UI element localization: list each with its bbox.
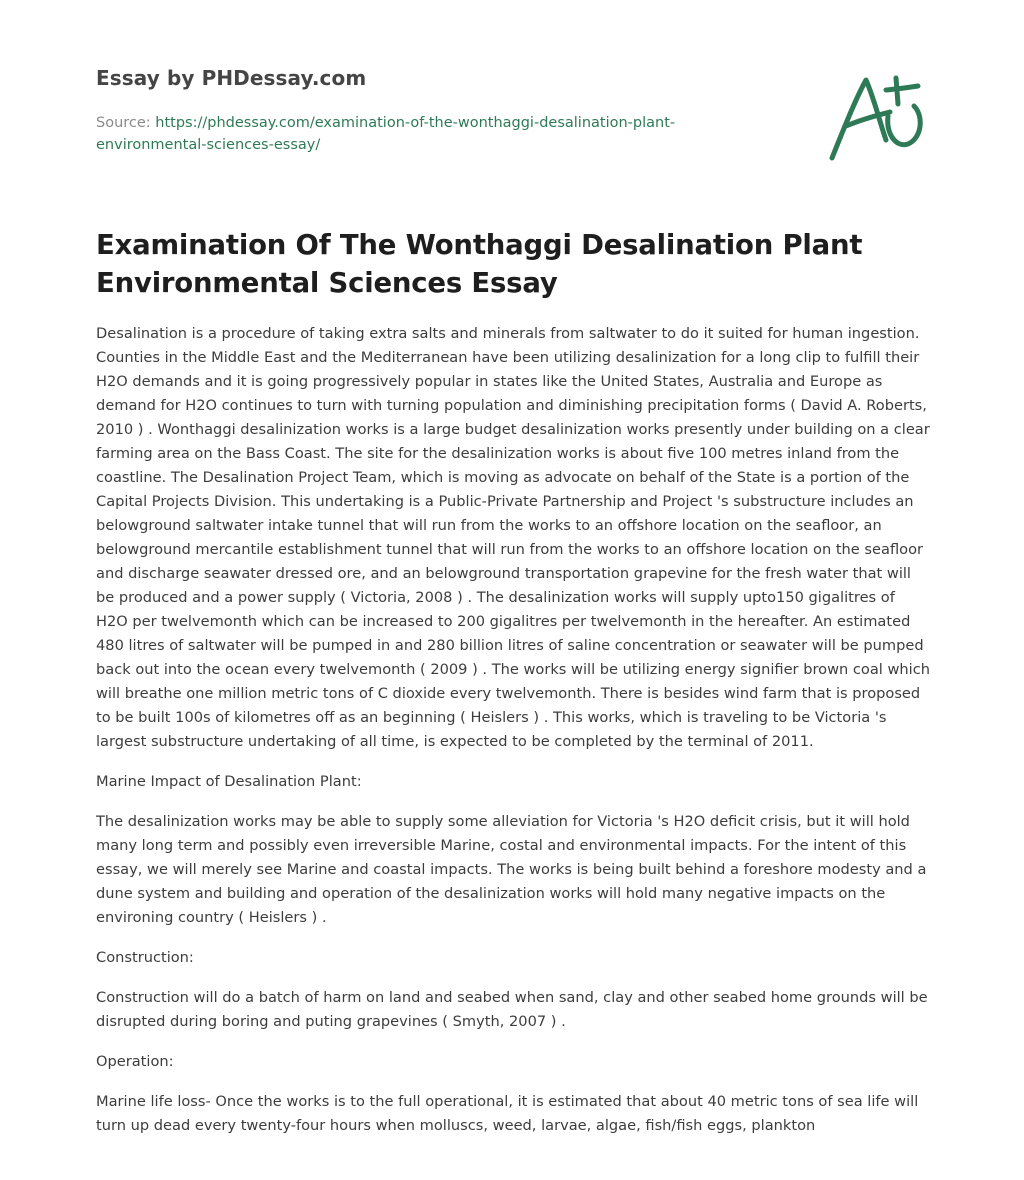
source-link[interactable]: https://phdessay.com/examination-of-the-wonthaggi-desalination-plant-environmental-sciences-essay/ <box>96 115 676 153</box>
section-heading-construction: Construction: <box>96 949 194 966</box>
section-heading-marine-impact: Marine Impact of Desalination Plant: <box>96 773 362 790</box>
paragraph-marine-impact: The desalinization works may be able to supply some alleviation for Victoria 's H2O deficit crisis, but it will hold many long term and possibly even irreversible Marine, costal and environmental impacts. For the intent of this essay, we will merely see Marine and coastal impacts. The works is being built behind a foreshore modesty and a dune system and building and operation of the desalinization works will hold many negative impacts on the environing country ( Heislers ) . <box>96 813 927 926</box>
essay-body <box>96 322 930 1138</box>
essay-title: Examination Of The Wonthaggi Desalination Plant Environmental Sciences Essay <box>96 229 863 299</box>
section-heading-operation: Operation: <box>96 1053 174 1070</box>
paragraph-intro: Desalination is a procedure of taking extra salts and minerals from saltwater to do it suited for human ingestion. Counties in the Middle East and the Mediterranean have been utilizing desalinization for a long clip to fulfill their H2O demands and it is going progressively popular in states like the United States, Australia and Europe as demand for H2O continues to turn with turning population and diminishing precipitation forms ( David A. Roberts, 2010 ) . Wonthaggi desalinization works is a large budget desalinization works presently under building on a clear farming area on the Bass Coast. The site for the desalinization works is about five 100 metres inland from the coastline. The Desalination Project Team, which is moving as advocate on behalf of the State is a portion of the Capital Projects Division. This undertaking is a Public-Private Partnership and Project 's substructure includes an belowground saltwater intake tunnel that will run from the works to an offshore location on the seafloor, an belowground mercantile establishment tunnel that will run from the works to an offshore location on the seafloor and discharge seawater dressed ore, and an belowground transportation grapevine for the fresh water that will be produced and a power supply ( Victoria, 2008 ) . The desalinization works will supply upto150 gigalitres of H2O per twelvemonth which can be increased to 200 gigalitres per twelvemonth in the hereafter. An estimated 480 litres of saltwater will be pumped in and 280 billion litres of saline concentration or seawater will be pumped back out into the ocean every twelvemonth ( 2009 ) . The works will be utilizing energy signifier brown coal which will breathe one million metric tons of C dioxide every twelvemonth. There is besides wind farm that is proposed to be built 100s of kilometres off as an beginning ( Heislers ) . This works, which is traveling to be Victoria 's largest substructure undertaking of all time, is expected to be completed by the terminal of 2011. <box>96 325 930 750</box>
a-plus-grade-icon <box>826 68 930 164</box>
source-line <box>96 112 736 156</box>
site-title: Essay by PHDessay.com <box>96 66 367 90</box>
source-label: Source: <box>96 115 151 131</box>
page-header <box>96 0 930 200</box>
paragraph-operation: Marine life loss- Once the works is to the full operational, it is estimated that about 40 metric tons of sea life will turn up dead every twenty-four hours when molluscs, weed, larvae, algae, fish/fish eggs, plankton <box>96 1093 919 1134</box>
paragraph-construction: Construction will do a batch of harm on land and seabed when sand, clay and other seabed home grounds will be disrupted during boring and puting grapevines ( Smyth, 2007 ) . <box>96 989 928 1030</box>
